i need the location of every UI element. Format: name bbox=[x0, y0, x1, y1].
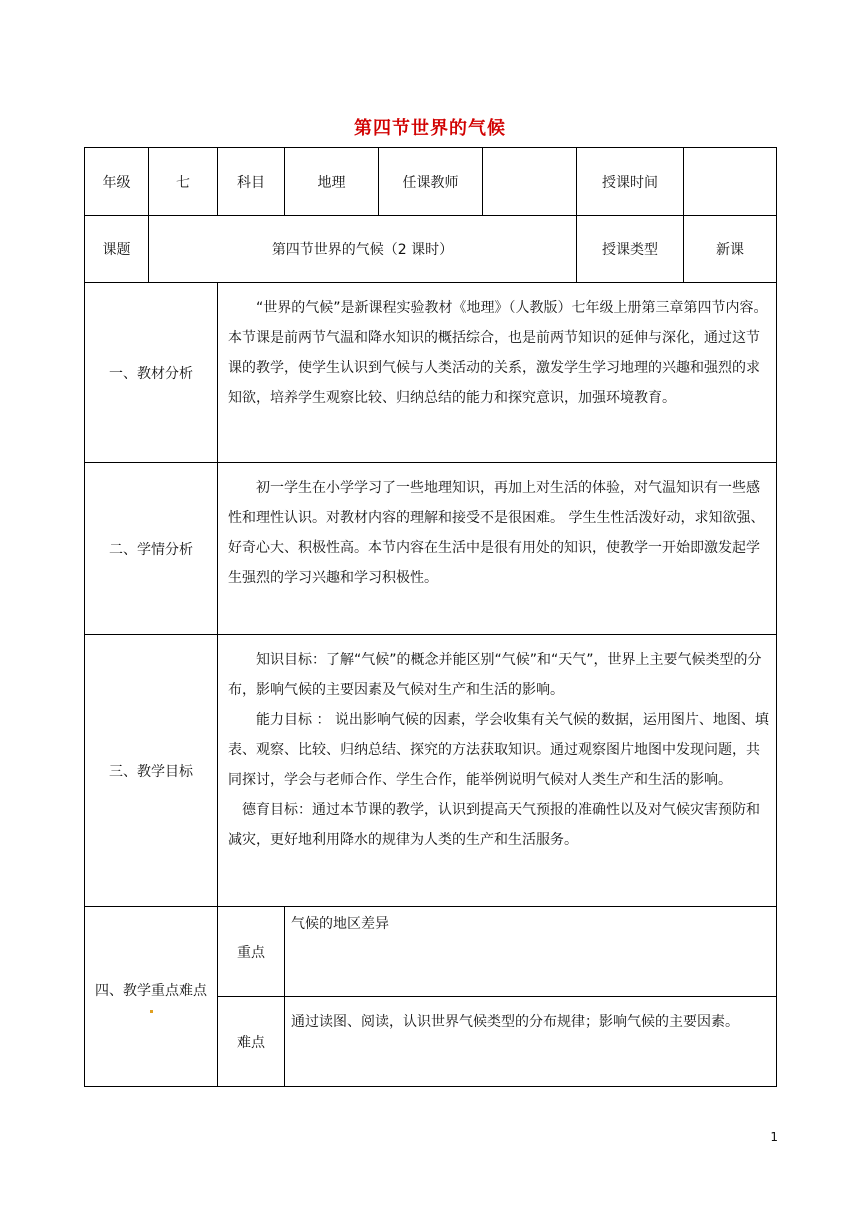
topic-value: 第四节世界的气候（2 课时） bbox=[149, 216, 577, 283]
time-value bbox=[684, 148, 777, 216]
students-row bbox=[85, 463, 777, 635]
orange-mark bbox=[150, 1010, 153, 1013]
key-label: 重点 bbox=[218, 907, 285, 997]
header-row bbox=[85, 148, 777, 216]
key-points-label-text: 四、教学重点难点 bbox=[95, 983, 207, 999]
difficult-text: 通过读图、阅读，认识世界气候类型的分布规律；影响气候的主要因素。 bbox=[285, 997, 777, 1087]
knowledge-goal: 知识目标：了解“气候”的概念并能区别“气候”和“天气”，世界上主要气候类型的分布，影响气候的主要因素及气候对生产和生活的影响。 bbox=[228, 652, 762, 698]
subject-value: 地理 bbox=[285, 148, 379, 216]
teacher-label: 任课教师 bbox=[379, 148, 483, 216]
material-row bbox=[85, 283, 777, 463]
grade-value: 七 bbox=[149, 148, 218, 216]
topic-label: 课题 bbox=[85, 216, 149, 283]
moral-goal: 德育目标：通过本节课的教学，认识到提高天气预报的准确性以及对气候灾害预防和减灾，更好地利用降水的规律为人类的生产和生活服务。 bbox=[228, 802, 760, 848]
material-text: “世界的气候”是新课程实验教材《地理》（人教版）七年级上册第三章第四节内容。本节课是前两节气温和降水知识的概括综合，也是前两节知识的延伸与深化，通过这节课的教学，使学生认识到气候与人类活动的关系，激发学生学习地理的兴趣和强烈的求知欲，培养学生观察比较、归纳总结的能力和探究意识，加强环境教育。 bbox=[228, 300, 768, 406]
time-label: 授课时间 bbox=[577, 148, 684, 216]
type-value: 新课 bbox=[684, 216, 777, 283]
key-point-row bbox=[85, 907, 777, 997]
students-label: 二、学情分析 bbox=[85, 463, 218, 635]
difficult-label: 难点 bbox=[218, 997, 285, 1087]
goals-row bbox=[85, 635, 777, 907]
type-label: 授课类型 bbox=[577, 216, 684, 283]
ability-goal: 能力目标 ： 说出影响气候的因素，学会收集有关气候的数据，运用图片、地图、填表、观察、比较、归纳总结、探究的方法获取知识。通过观察图片地图中发现问题，共同探讨，学会与老师合作、学生合作，能举例说明气候对人类生产和生活的影响。 bbox=[228, 712, 769, 788]
students-text: 初一学生在小学学习了一些地理知识，再加上对生活的体验，对气温知识有一些感性和理性认识。对教材内容的理解和接受不是很困难。 学生生性活泼好动，求知欲强、好奇心大、积极性高。本节内容在生活中是很有用处的知识，使教学一开始即激发起学生强烈的学习兴趣和学习积极性。 bbox=[228, 480, 765, 586]
grade-label: 年级 bbox=[85, 148, 149, 216]
key-text: 气候的地区差异 bbox=[285, 907, 777, 997]
topic-row bbox=[85, 216, 777, 283]
teacher-value bbox=[483, 148, 577, 216]
lesson-plan-table bbox=[84, 147, 777, 1087]
goals-content bbox=[218, 635, 777, 907]
subject-label: 科目 bbox=[218, 148, 285, 216]
material-content bbox=[218, 283, 777, 463]
page-title: 第四节世界的气候 bbox=[354, 118, 506, 139]
page-number: 1 bbox=[770, 1130, 778, 1144]
goals-label: 三、教学目标 bbox=[85, 635, 218, 907]
material-label: 一、教材分析 bbox=[85, 283, 218, 463]
key-points-label bbox=[85, 907, 218, 1087]
students-content bbox=[218, 463, 777, 635]
